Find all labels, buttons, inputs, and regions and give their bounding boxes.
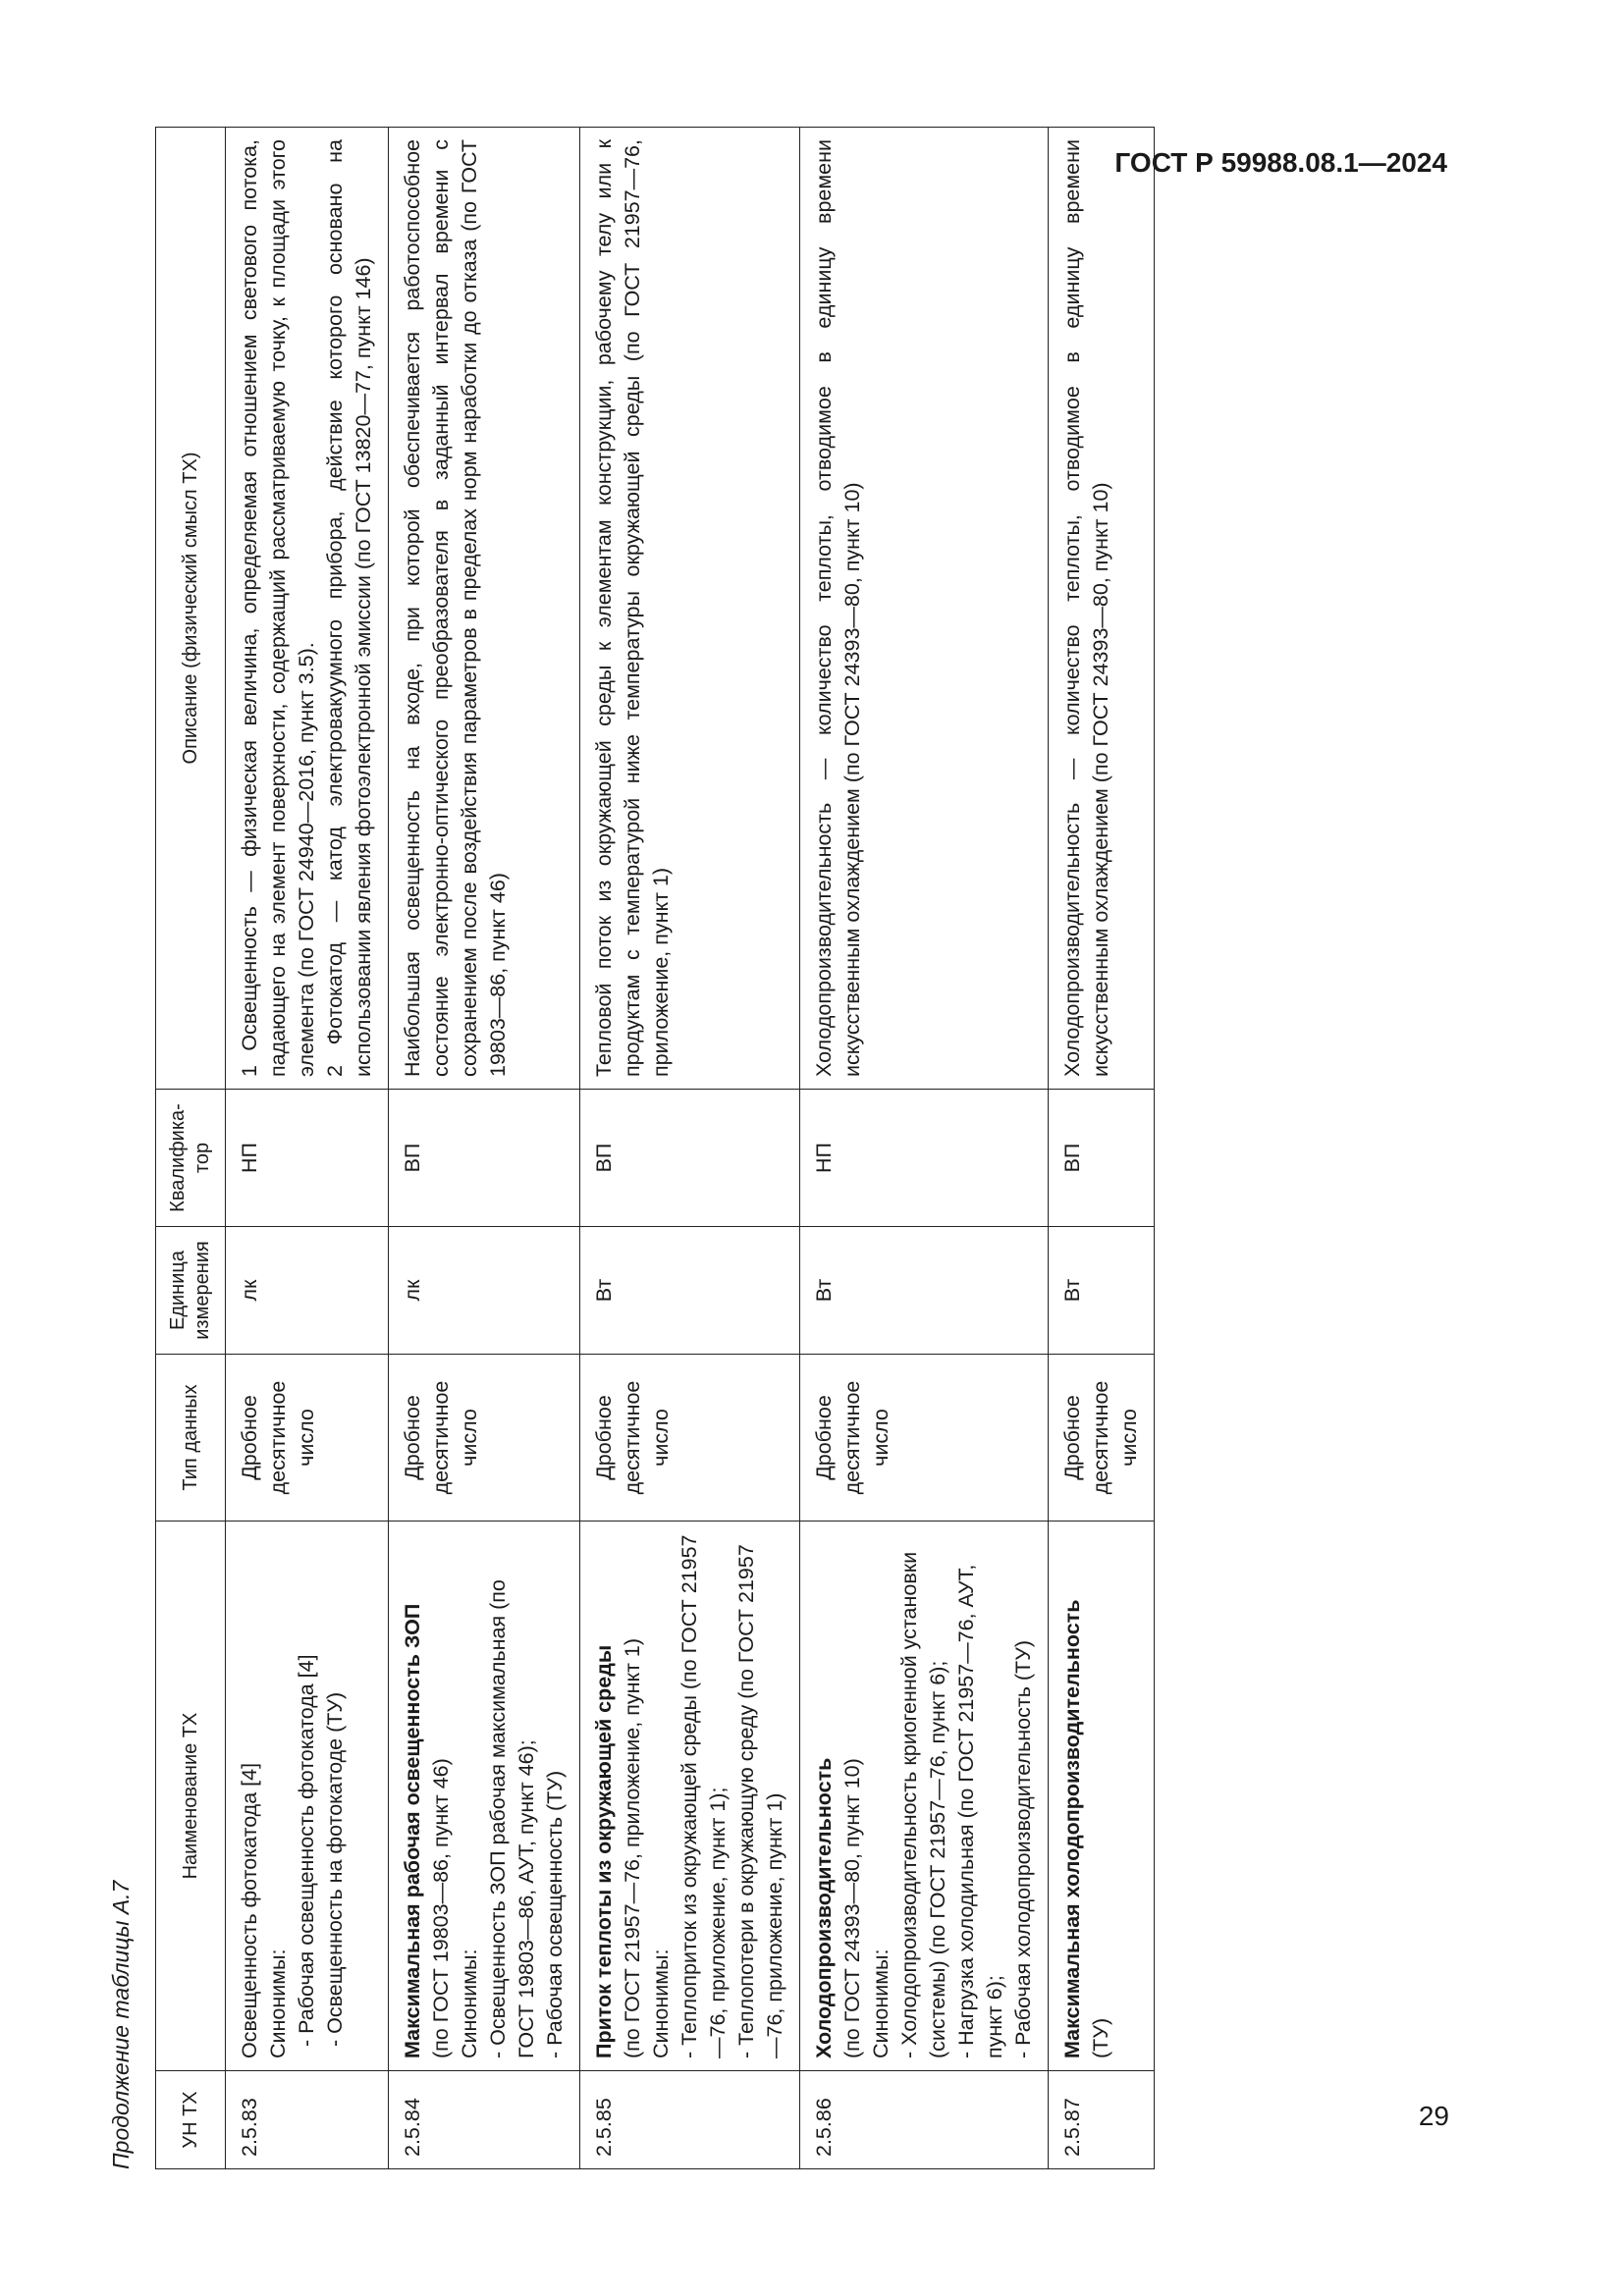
name-line: (по ГОСТ 24393—80, пункт 10): [840, 1758, 865, 2058]
table-header-row: [156, 128, 226, 2169]
header-unit: Единица измерения: [156, 1227, 226, 1355]
header-name: Наименование ТХ: [156, 1522, 226, 2071]
cell-unit: Вт: [800, 1227, 1049, 1355]
name-line: - Рабочая освещенность фотокатода [4]: [295, 1654, 319, 2047]
cell-description: [389, 128, 580, 1090]
name-title: Максимальная холодопроизводительность: [1060, 1599, 1085, 2058]
name-line: (ТУ): [1089, 2017, 1113, 2058]
description-paragraph: Холодопроизводительность — количество теплоты, отводимое в единицу времени искусственным охлаждением (по ГОСТ 24393—80, пункт 10): [812, 139, 865, 1077]
cell-type: Дробное десятичное число: [580, 1355, 800, 1522]
cell-description: [1049, 128, 1155, 1090]
cell-type: Дробное десятичное число: [226, 1355, 389, 1522]
cell-code: 2.5.87: [1049, 2071, 1155, 2169]
name-line: - Теплоприток из окружающей среды (по ГОСТ 21957—76, приложение, пункт 1);: [677, 1534, 731, 2058]
name-line: Синонимы:: [458, 1949, 482, 2058]
table-row: [580, 128, 800, 2169]
page-number: 29: [1418, 2101, 1449, 2131]
description-paragraph: Холодопроизводительность — количество теплоты, отводимое в единицу времени искусственным охлаждением (по ГОСТ 24393—80, пункт 10): [1060, 139, 1113, 1077]
cell-description: [800, 128, 1049, 1090]
header-type: Тип данных: [156, 1355, 226, 1522]
name-line: - Освещенность на фотокатоде (ТУ): [323, 1691, 348, 2047]
name-line: Синонимы:: [869, 1949, 893, 2058]
name-line: - Рабочая освещенность (ТУ): [543, 1770, 568, 2058]
table-row: [1049, 128, 1155, 2169]
name-line: - Нагрузка холодильная (по ГОСТ 21957—76, АУТ, пункт 6);: [954, 1564, 1007, 2058]
name-line: - Теплопотери в окружающую среду (по ГОСТ 21957—76, приложение, пункт 1): [734, 1544, 787, 2058]
cell-type: Дробное десятичное число: [800, 1355, 1049, 1522]
table-row: [800, 128, 1049, 2169]
cell-unit: лк: [389, 1227, 580, 1355]
cell-code: 2.5.84: [389, 2071, 580, 2169]
name-line: - Холодопроизводительность криогенной установки (системы) (по ГОСТ 21957—76, пункт 6);: [897, 1551, 950, 2058]
name-line: - Освещенность ЗОП рабочая максимальная (по ГОСТ 19803—86, АУТ, пункт 46);: [486, 1579, 539, 2058]
name-title: Максимальная рабочая освещенность ЗОП: [401, 1603, 425, 2058]
description-paragraph: 2 Фотокатод — катод электровакуумного прибора, действие которого основано на использовании явления фотоэлектронной эмиссии (по ГОСТ 13820—77, пункт 146): [323, 139, 376, 1077]
cell-name: [389, 1522, 580, 2071]
header-code: УН ТХ: [156, 2071, 226, 2169]
name-line: - Рабочая холодопроизводительность (ТУ): [1011, 1639, 1036, 2058]
cell-name: [800, 1522, 1049, 2071]
cell-code: 2.5.83: [226, 2071, 389, 2169]
header-qualifier: Квалифика-тор: [156, 1090, 226, 1227]
cell-type: Дробное десятичное число: [389, 1355, 580, 1522]
header-description: Описание (физический смысл ТХ): [156, 128, 226, 1090]
description-paragraph: Тепловой поток из окружающей среды к элементам конструкции, рабочему телу или к продуктам с температурой ниже температуры окружающей среды (по ГОСТ 21957—76, приложение, пункт 1): [592, 139, 674, 1077]
cell-unit: Вт: [580, 1227, 800, 1355]
cell-qualifier: ВП: [1049, 1090, 1155, 1227]
cell-name: [226, 1522, 389, 2071]
cell-name: [1049, 1522, 1155, 2071]
rotated-table-block: [108, 123, 1316, 2174]
cell-code: 2.5.85: [580, 2071, 800, 2169]
cell-qualifier: ВП: [389, 1090, 580, 1227]
cell-name: [580, 1522, 800, 2071]
cell-description: [226, 128, 389, 1090]
table-row: [226, 128, 389, 2169]
name-title: Приток теплоты из окружающей среды: [592, 1644, 617, 2058]
cell-type: Дробное десятичное число: [1049, 1355, 1155, 1522]
description-paragraph: 1 Освещенность — физическая величина, определяемая отношением светового потока, падающего на элемент поверхности, содержащий рассматриваемую точку, к площади этого элемента (по ГОСТ 24940—2016, пункт 3.5).: [238, 139, 319, 1077]
table-caption: Продолжение таблицы А.7: [108, 1880, 134, 2169]
name-title: Холодопроизводительность: [812, 1757, 837, 2058]
characteristics-table: [155, 127, 1155, 2169]
cell-qualifier: ВП: [580, 1090, 800, 1227]
cell-unit: Вт: [1049, 1227, 1155, 1355]
description-paragraph: Наибольшая освещенность на входе, при которой обеспечивается работоспособное состояние электронно-оптического преобразователя в заданный интервал времени с сохранением после воздействия параметров в пределах норм наработки до отказа (по ГОСТ 19803—86, пункт 46): [401, 139, 511, 1077]
name-line: Синонимы:: [266, 1949, 291, 2058]
name-line: Синонимы:: [649, 1949, 674, 2058]
name-line: (по ГОСТ 19803—86, пункт 46): [429, 1758, 454, 2058]
name-line: (по ГОСТ 21957—76, приложение, пункт 1): [621, 1637, 645, 2058]
name-title: Освещенность фотокатода [4]: [238, 1762, 261, 2058]
cell-qualifier: НП: [800, 1090, 1049, 1227]
document-standard-header: ГОСТ Р 59988.08.1—2024: [1114, 147, 1447, 178]
cell-code: 2.5.86: [800, 2071, 1049, 2169]
cell-unit: лк: [226, 1227, 389, 1355]
cell-qualifier: НП: [226, 1090, 389, 1227]
table-row: [389, 128, 580, 2169]
cell-description: [580, 128, 800, 1090]
